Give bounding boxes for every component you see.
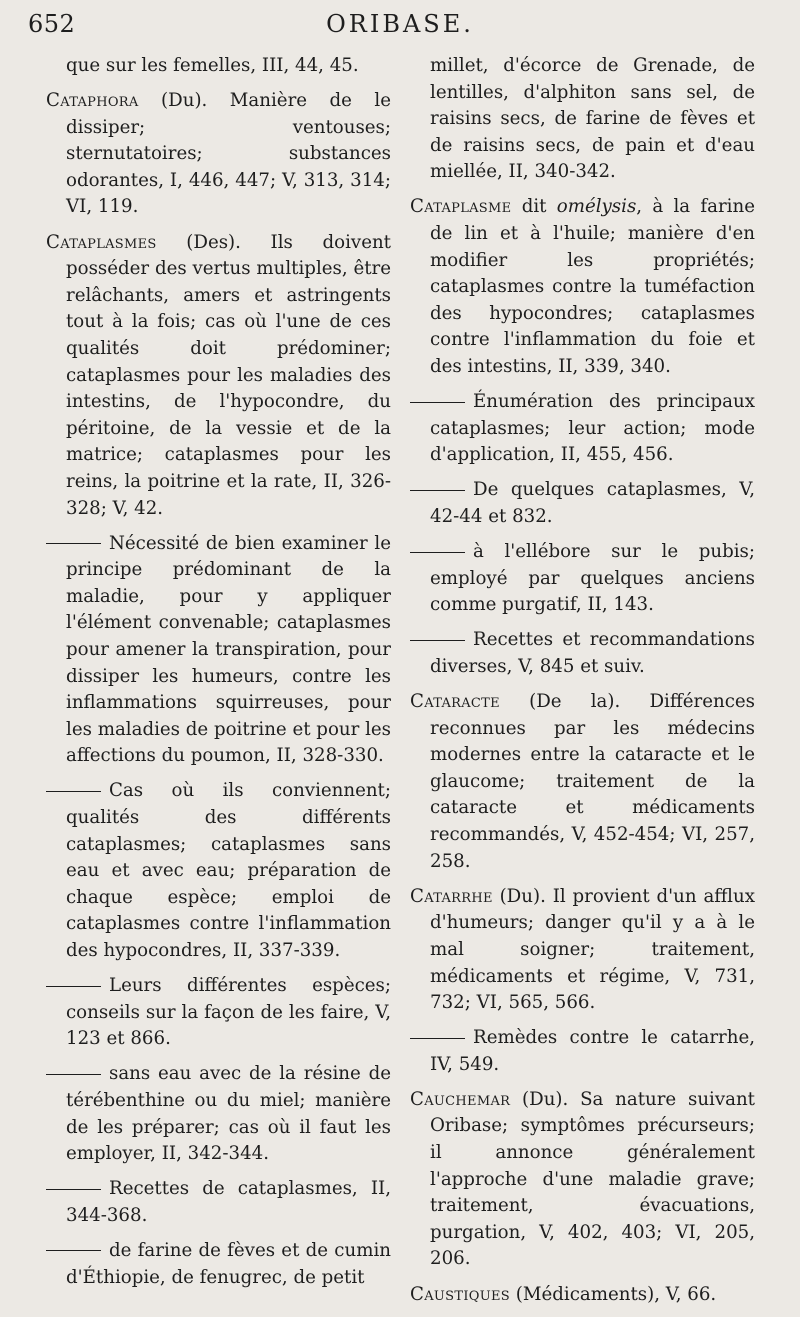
index-subentry: [410, 539, 755, 619]
entry-text: Recettes de cataplasmes, II, 344-368.: [66, 1178, 391, 1226]
dash-rule: [46, 1250, 101, 1251]
index-entry-cauchemar: [410, 1087, 755, 1273]
entry-text: Recettes et recommandations diverses, V, 845 et suiv.: [430, 629, 755, 677]
dash-rule: [46, 986, 101, 987]
index-subentry: [46, 1176, 391, 1229]
entry-headword: Caustiques: [410, 1283, 510, 1305]
index-entry-cataphora: [46, 88, 391, 221]
running-title: ORIBASE.: [326, 10, 474, 38]
entry-italic-term: omélysis: [556, 196, 637, 218]
entry-text: Remèdes contre le catarrhe, IV, 549.: [430, 1027, 755, 1075]
dash-rule: [46, 543, 101, 544]
dash-rule: [410, 402, 465, 403]
index-entry-cataplasme: [410, 194, 755, 380]
index-entry-cataracte: [410, 689, 755, 875]
index-subentry: [410, 389, 755, 469]
index-subentry: [46, 1061, 391, 1167]
entry-text: (Du). Manière de le dissiper; ventouses; sternutatoires; substances odorantes, I, 446, 447; V, 313, 314; VI, 119.: [66, 90, 391, 218]
index-entry-catarrhe: [410, 884, 755, 1017]
entry-text: , à la farine de lin et à l'huile; manière d'en modifier les propriétés; cataplasmes contre la tuméfaction des hypocondres; cataplasmes contre l'inflammation du foie et des intestins, II, 339, 340.: [430, 196, 755, 378]
entry-text: dit: [511, 196, 557, 218]
left-column: [46, 53, 391, 1300]
entry-text: sans eau avec de la résine de térébenthine ou du miel; manière de les préparer; cas où il faut les employer, II, 342-344.: [66, 1063, 391, 1165]
index-subentry: [410, 1025, 755, 1078]
dash-rule: [410, 640, 465, 641]
entry-text: (Du). Sa nature suivant Oribase; symptômes précurseurs; il annonce généralement l'approche d'une maladie grave; traitement, évacuations, purgation, V, 402, 403; VI, 205, 206.: [430, 1088, 755, 1270]
entry-text: (Médicaments), V, 66.: [509, 1283, 717, 1305]
entry-text: (De la). Différences reconnues par les médecins modernes entre la cataracte et le glaucome; traitement de la cataracte et médicaments recommandés, V, 452-454; VI, 257, 258.: [430, 691, 755, 872]
entry-text: De quelques cataplasmes, V, 42-44 et 832.: [430, 479, 755, 527]
entry-text: (Des). Ils doivent posséder des vertus multiples, être relâchants, amers et astringents tout à la fois; cas où l'une de ces qualités doit prédominer; cataplasmes pour les maladies des intestins, de l'hypocondre, du péritoine, de la vessie et de la matrice; cataplasmes pour les reins, la poitrine et la rate, II, 326-328; V, 42.: [66, 231, 391, 519]
index-subentry: [46, 531, 391, 770]
entry-headword: Cauchemar: [410, 1088, 511, 1110]
dash-rule: [46, 791, 101, 792]
entry-text: millet, d'écorce de Grenade, de lentilles, d'alphiton sans sel, de raisins secs, de farine de fèves et de raisins secs, de pain et d'eau miellée, II, 340-342.: [430, 55, 755, 183]
entry-headword: Cataplasme: [410, 196, 512, 218]
entry-text: de farine de fèves et de cumin d'Éthiopie, de fenugrec, de petit: [66, 1239, 391, 1288]
entry-headword: Cataplasmes: [46, 231, 157, 253]
dash-rule: [46, 1189, 101, 1190]
entry-text: Énumération des principaux cataplasmes; leur action; mode d'application, II, 455, 456.: [430, 391, 755, 466]
entry-headword: Cataracte: [410, 691, 500, 713]
index-subentry: [410, 627, 755, 680]
entry-text: Cas où ils conviennent; qualités des différents cataplasmes; cataplasmes sans eau et avec eau; préparation de chaque espèce; emploi de cataplasmes contre l'inflammation des hypocondres, II, 337-339.: [66, 780, 391, 961]
index-entry-cataplasmes: [46, 230, 391, 523]
page-number: 652: [28, 10, 76, 38]
right-column: [410, 53, 755, 1317]
index-subentry: [410, 477, 755, 530]
entry-text: Leurs différentes espèces; conseils sur la façon de les faire, V, 123 et 866.: [66, 975, 391, 1050]
entry-text: à l'ellébore sur le pubis; employé par quelques anciens comme purgatif, II, 143.: [430, 541, 755, 616]
dash-rule: [46, 1074, 101, 1075]
index-subentry: [46, 778, 391, 964]
page-header: [0, 0, 800, 50]
index-entry-continuation: [410, 53, 755, 186]
index-entry-continuation: [46, 53, 391, 80]
entry-text: que sur les femelles, III, 44, 45.: [66, 55, 359, 76]
dash-rule: [410, 1038, 465, 1039]
dash-rule: [410, 490, 465, 491]
entry-headword: Catarrhe: [410, 885, 493, 907]
entry-text: Nécessité de bien examiner le principe prédominant de la maladie, pour y appliquer l'élément convenable; cataplasmes pour amener la transpiration, pour dissiper les humeurs, contre les inflammations squirreuses, pour les maladies de poitrine et pour les affections du poumon, II, 328-330.: [66, 532, 392, 767]
entry-text: (Du). Il provient d'un afflux d'humeurs; danger qu'il y a à le mal soigner; traitement, médicaments et régime, V, 731, 732; VI, 565, 566.: [430, 885, 755, 1014]
dash-rule: [410, 552, 465, 553]
index-entry-caustiques: [410, 1282, 755, 1309]
index-subentry: [46, 1238, 391, 1291]
entry-headword: Cataphora: [46, 90, 139, 112]
index-subentry: [46, 973, 391, 1053]
